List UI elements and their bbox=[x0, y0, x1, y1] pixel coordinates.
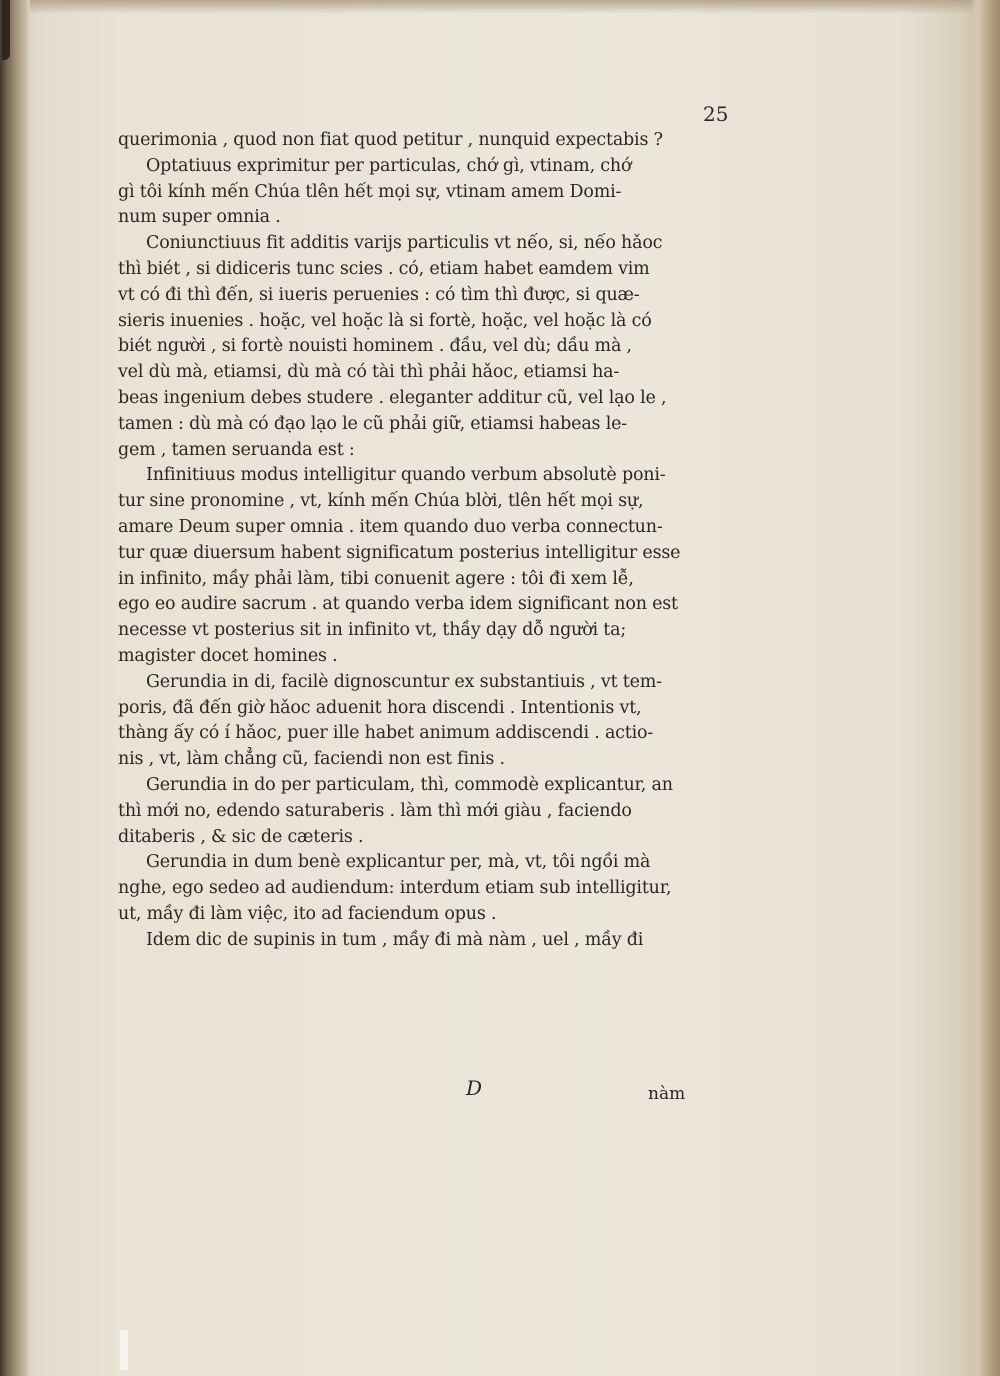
text-line: vt có đi thì đến, si iueris peruenies : có tìm thì được, si quæ- bbox=[118, 284, 640, 305]
text-line: ditaberis , & sic de cæteris . bbox=[118, 826, 364, 847]
book-binding-edge bbox=[0, 0, 30, 1376]
text-line: tamen : dù mà có đạo lạo le cũ phải giữ, etiamsi habeas le- bbox=[118, 413, 627, 434]
text-line: Infinitiuus modus intelligitur quando verbum absolutè poni- bbox=[146, 465, 666, 486]
text-line: querimonia , quod non fiat quod petitur , nunquid expectabis ? bbox=[118, 130, 663, 150]
text-line: thì mới no, edendo saturaberis . làm thì mới giàu , faciendo bbox=[118, 800, 632, 821]
signature-mark: D bbox=[466, 1076, 483, 1100]
text-line: Optatiuus exprimitur per particulas, chớ gì, vtinam, chớ bbox=[146, 155, 632, 176]
text-line: beas ingenium debes studere . eleganter additur cũ, vel lạo le , bbox=[118, 387, 667, 408]
text-line: in infinito, mầy phải làm, tibi conuenit agere : tôi đi xem lễ, bbox=[118, 568, 634, 589]
text-line: biét người , si fortè nouisti hominem . đầu, vel dù; dầu mà , bbox=[118, 336, 632, 357]
page-right-edge bbox=[970, 0, 1000, 1376]
text-line: amare Deum super omnia . item quando duo verba connectun- bbox=[118, 516, 663, 537]
text-line: nghe, ego sedeo ad audiendum: interdum etiam sub intelligitur, bbox=[118, 878, 672, 899]
text-line: gem , tamen seruanda est : bbox=[118, 439, 355, 460]
text-line: Gerundia in do per particulam, thì, commodè explicantur, an bbox=[146, 774, 673, 795]
catchword: nàm bbox=[648, 1084, 686, 1104]
text-line: tur quæ diuersum habent significatum posterius intelligitur esse bbox=[118, 542, 681, 563]
text-line: tur sine pronomine , vt, kính mến Chúa blời, tlên hết mọi sự, bbox=[118, 491, 644, 512]
body-text bbox=[118, 128, 770, 954]
text-line: thì biét , si didiceris tunc scies . có, etiam habet eamdem vim bbox=[118, 258, 650, 279]
text-line: gì tôi kính mến Chúa tlên hết mọi sự, vtinam amem Domi- bbox=[118, 181, 622, 202]
page-number: 25 bbox=[703, 102, 729, 126]
text-line: Gerundia in di, facilè dignoscuntur ex substantiuis , vt tem- bbox=[146, 671, 662, 692]
text-line: magister docet homines . bbox=[118, 645, 338, 666]
text-line: thàng ấy có í hǎoc, puer ille habet animum addiscendi . actio- bbox=[118, 723, 654, 744]
paper-tab-mark bbox=[120, 1330, 128, 1370]
text-line: poris, đã đến giờ hǎoc aduenit hora discendi . Intentionis vt, bbox=[118, 697, 642, 718]
text-line: vel dù mà, etiamsi, dù mà có tài thì phải hǎoc, etiamsi ha- bbox=[118, 362, 620, 383]
text-line: necesse vt posterius sit in infinito vt, thầy dạy dỗ người ta; bbox=[118, 620, 627, 641]
text-line: Idem dic de supinis in tum , mầy đi mà nàm , uel , mầy đi bbox=[146, 929, 644, 950]
text-line: Coniunctiuus fit additis varijs particulis vt nếo, si, nếo hǎoc bbox=[146, 233, 663, 254]
text-line: ego eo audire sacrum . at quando verba idem significant non est bbox=[118, 594, 678, 615]
text-line: nis , vt, làm chẳng cũ, faciendi non est finis . bbox=[118, 749, 505, 770]
text-line: ut, mầy đi làm việc, ito ad faciendum opus . bbox=[118, 903, 497, 924]
page-top-edge bbox=[30, 0, 1000, 14]
text-line: Gerundia in dum benè explicantur per, mà, vt, tôi ngồi mà bbox=[146, 852, 651, 873]
text-line: sieris inuenies . hoặc, vel hoặc là si fortè, hoặc, vel hoặc là có bbox=[118, 310, 652, 331]
text-line: num super omnia . bbox=[118, 207, 281, 228]
